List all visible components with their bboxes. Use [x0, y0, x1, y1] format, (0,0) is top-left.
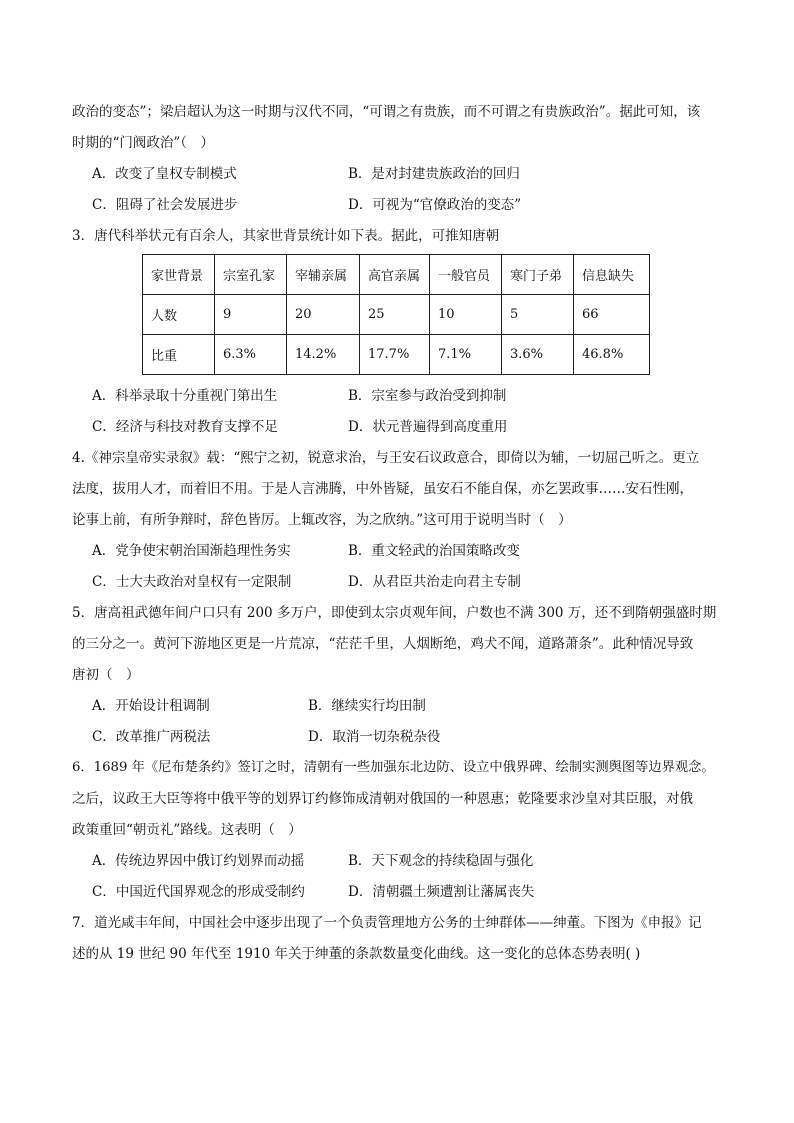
q2-option-a[interactable]: A．改变了皇权专制模式 — [92, 166, 237, 182]
q2-stem-line-1: 政治的变态”；梁启超认为这一时期与汉代不同，“可谓之有贵族，而不可谓之有贵族政治”。据此可知，该 — [72, 104, 701, 120]
q3-option-d[interactable]: D．状元普遍得到高度重用 — [348, 419, 508, 435]
q6-option-c[interactable]: C．中国近代国界观念的形成受制约 — [92, 884, 305, 900]
q5-option-d[interactable]: D．取消一切杂税杂役 — [308, 729, 441, 745]
q5-stem-line-3: 唐初（ ） — [72, 667, 140, 683]
table-cell: 10 — [430, 295, 502, 335]
q2-option-d[interactable]: D．可视为“官僚政治的变态” — [348, 197, 522, 213]
q4-option-a[interactable]: A．党争使宋朝治国渐趋理性务实 — [92, 543, 291, 559]
q4-stem-line-3: 论事上前，有所争辩时，辞色皆厉。上辄改容，为之欣纳。”这可用于说明当时（ ） — [72, 512, 572, 528]
table-cell: 17.7% — [360, 335, 430, 375]
q3-stem: 3．唐代科举状元有百余人，其家世背景统计如下表。据此，可推知唐朝 — [72, 228, 500, 244]
table-cell: 比重 — [143, 335, 215, 375]
table-cell: 66 — [574, 295, 650, 335]
q5-option-c[interactable]: C．改革推广两税法 — [92, 729, 211, 745]
table-cell: 3.6% — [502, 335, 574, 375]
q3-option-b[interactable]: B．宗室参与政治受到抑制 — [348, 388, 507, 404]
q6-option-d[interactable]: D．清朝疆土频遭割让藩属丧失 — [348, 884, 535, 900]
q7-stem-line-2: 述的从 19 世纪 90 年代至 1910 年关于绅董的条款数量变化曲线。这一变化的总体态势表明( ) — [72, 946, 641, 962]
q4-option-c[interactable]: C．士大夫政治对皇权有一定限制 — [92, 574, 292, 590]
table-cell: 宗室孔家 — [215, 255, 287, 295]
q6-stem-line-2: 之后，议政王大臣等将中俄平等的划界订约修饰成清朝对俄国的一种恩惠；乾隆要求沙皇对其臣服，对俄 — [72, 791, 693, 807]
q5-stem-line-2: 的三分之一。黄河下游地区更是一片荒凉，“茫茫千里，人烟断绝，鸡犬不闻，道路萧条”。此种情况导致 — [72, 636, 694, 652]
table-cell: 一般官员 — [430, 255, 502, 295]
table-cell: 25 — [360, 295, 430, 335]
table-row — [143, 295, 650, 335]
table-cell: 人数 — [143, 295, 215, 335]
q3-option-a[interactable]: A．科举录取十分重视门第出生 — [92, 388, 278, 404]
q6-option-b[interactable]: B．天下观念的持续稳固与强化 — [348, 853, 534, 869]
table-cell: 20 — [287, 295, 360, 335]
table-cell: 6.3% — [215, 335, 287, 375]
q2-option-c[interactable]: C．阻碍了社会发展进步 — [92, 197, 238, 213]
table-row — [143, 335, 650, 375]
q6-stem-line-3: 政策重回“朝贡礼”路线。这表明（ ） — [72, 822, 302, 838]
q6-option-a[interactable]: A．传统边界因中俄订约划界而动摇 — [92, 853, 305, 869]
q3-option-c[interactable]: C．经济与科技对教育支撑不足 — [92, 419, 278, 435]
table-cell: 寒门子弟 — [502, 255, 574, 295]
q4-stem-line-1: 4.《神宗皇帝实录叙》载：“熙宁之初，锐意求治，与王安石议政意合，即倚以为辅，一切屈己听之。更立 — [72, 450, 700, 466]
table-cell: 宰辅亲属 — [287, 255, 360, 295]
table-cell: 信息缺失 — [574, 255, 650, 295]
table-cell: 高官亲属 — [360, 255, 430, 295]
q4-stem-line-2: 法度，拔用人才，而着旧不用。于是人言沸腾，中外皆疑，虽安石不能自保，亦乞罢政事……安石性刚， — [72, 481, 693, 497]
q4-option-d[interactable]: D．从君臣共治走向君主专制 — [348, 574, 521, 590]
table-cell: 46.8% — [574, 335, 650, 375]
q5-stem-line-1: 5．唐高祖武德年间户口只有 200 多万户，即使到太宗贞观年间，户数也不满 300 万，还不到隋朝强盛时期 — [72, 605, 717, 621]
table-cell: 7.1% — [430, 335, 502, 375]
table-cell: 9 — [215, 295, 287, 335]
family-background-table — [142, 254, 650, 375]
q2-option-b[interactable]: B．是对封建贵族政治的回归 — [348, 166, 520, 182]
table-cell: 14.2% — [287, 335, 360, 375]
q4-option-b[interactable]: B．重文轻武的治国策略改变 — [348, 543, 520, 559]
q2-stem-line-2: 时期的“门阀政治”（ ） — [72, 135, 215, 151]
table-cell: 5 — [502, 295, 574, 335]
q6-stem-line-1: 6．1689 年《尼布楚条约》签订之时，清朝有一些加强东北边防、设立中俄界碑、绘制实测舆图等边界观念。 — [72, 760, 715, 775]
table-header-row — [143, 255, 650, 295]
q7-stem-line-1: 7．道光咸丰年间，中国社会中逐步出现了一个负责管理地方公务的士绅群体——绅董。下图为《申报》记 — [72, 915, 702, 931]
table-cell: 家世背景 — [143, 255, 215, 295]
q5-option-b[interactable]: B．继续实行均田制 — [308, 698, 426, 714]
q5-option-a[interactable]: A．开始设计租调制 — [92, 698, 210, 714]
